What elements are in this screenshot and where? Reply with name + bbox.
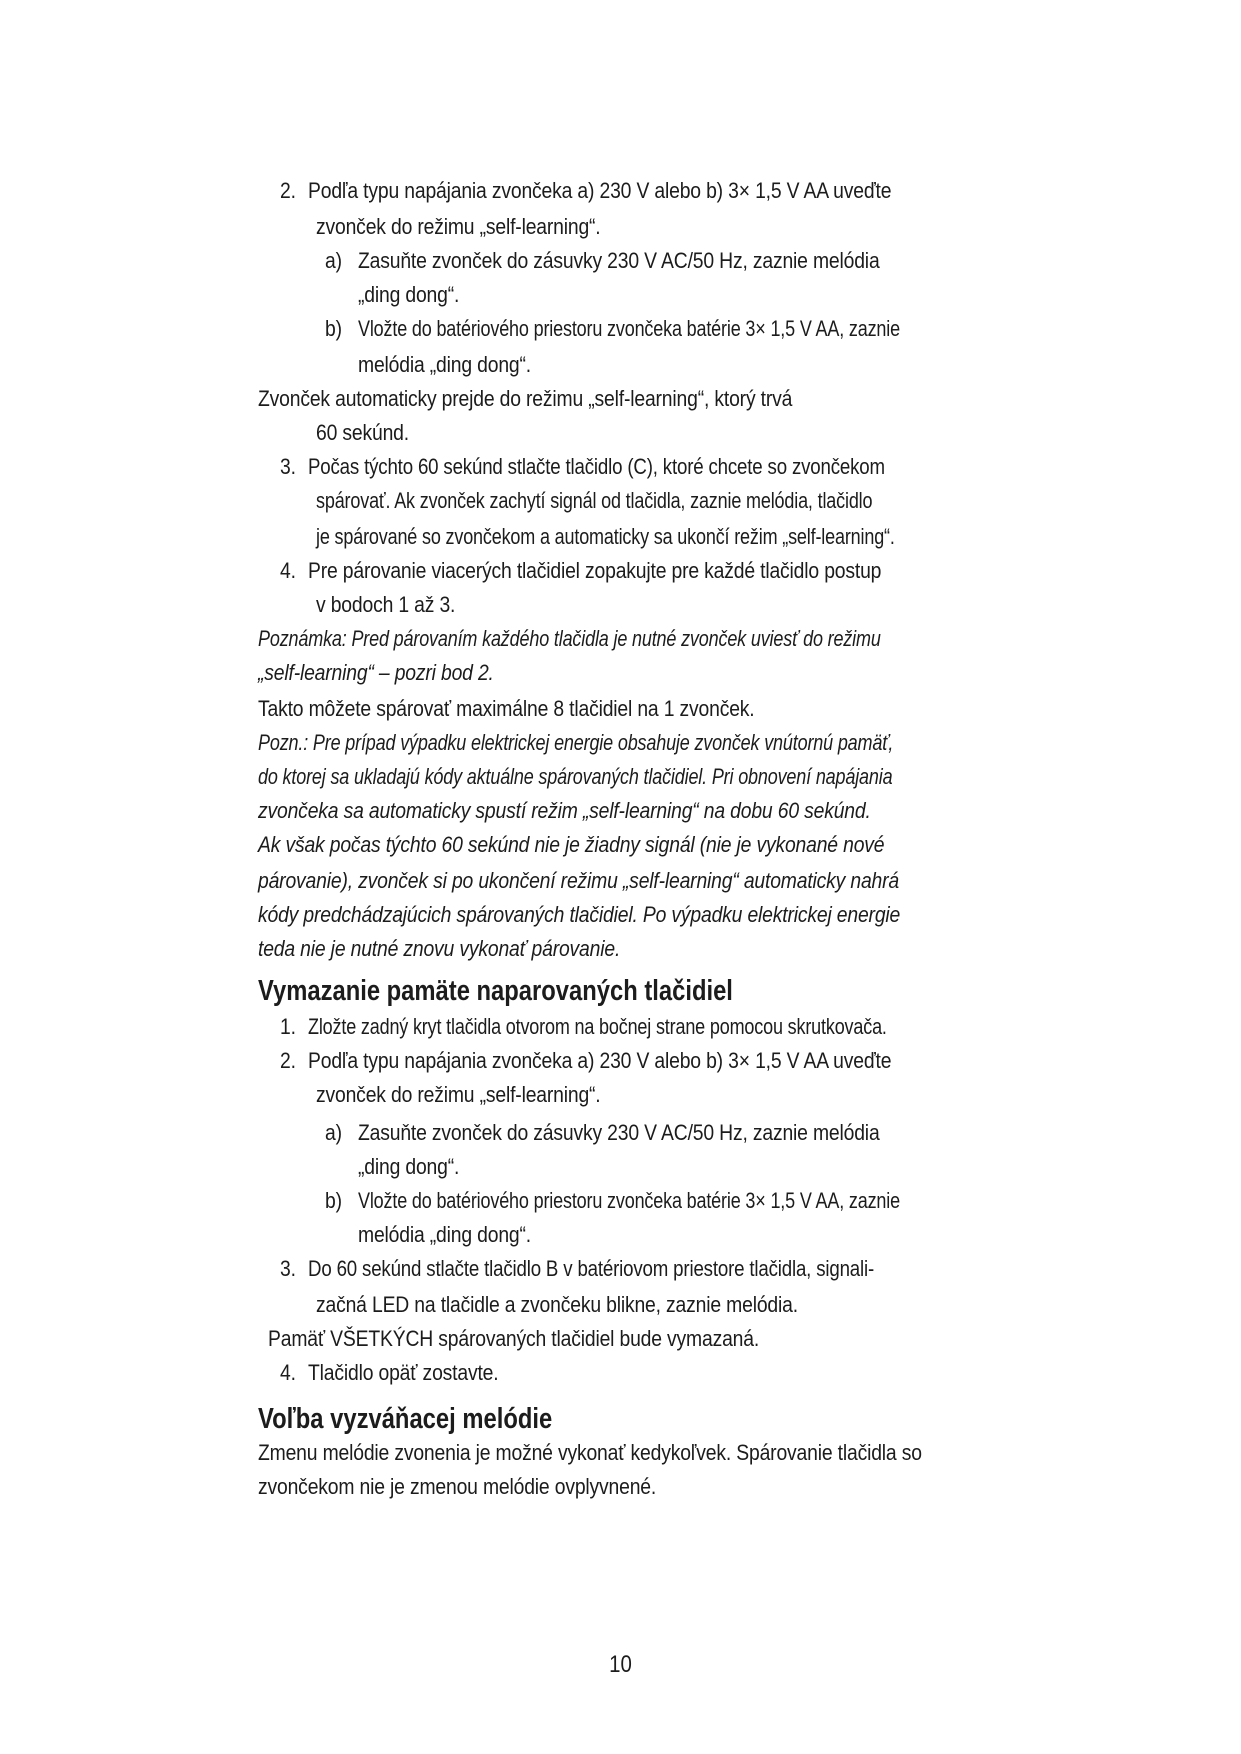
list-item-continued: zvonček do režimu „self-learning“.: [316, 214, 601, 239]
paragraph-continued: 60 sekúnd.: [316, 420, 409, 445]
sub-list-item-continued: „ding dong“.: [358, 1154, 460, 1179]
list-item: 4. Tlačidlo opäť zostavte.: [258, 1358, 978, 1402]
list-number: 2.: [280, 1048, 296, 1073]
section-heading: Vymazanie pamäte naparovaných tlačidiel: [258, 975, 733, 1007]
sub-list-item: b) Vložte do batériového priestoru zvončeka batérie 3× 1,5 V AA, zaznie: [258, 1186, 978, 1220]
sub-list-item: a) Zasuňte zvonček do zásuvky 230 V AC/50 Hz, zaznie melódia: [258, 246, 978, 280]
paragraph: Zvonček automaticky prejde do režimu „self-learning“, ktorý trvá: [258, 386, 793, 411]
list-item: [258, 176, 978, 212]
sub-list-label: a): [325, 1120, 342, 1145]
note-continued: „self-learning“ – pozri bod 2.: [258, 660, 494, 685]
sub-list-label: b): [325, 1188, 342, 1213]
sub-list-item-continued: „ding dong“.: [358, 282, 460, 307]
paragraph-continued: zvončekom nie je zmenou melódie ovplyvnené.: [258, 1474, 657, 1499]
note-continued: kódy predchádzajúcich spárovaných tlačidiel. Po výpadku elektrickej energie: [258, 902, 901, 927]
section-heading-row: [258, 1402, 978, 1438]
list-item: 4. Pre párovanie viacerých tlačidiel zopakujte pre každé tlačidlo postup: [258, 556, 978, 590]
section-heading: Voľba vyzváňacej melódie: [258, 1403, 553, 1435]
list-number: 3.: [280, 454, 296, 479]
list-number: 1.: [280, 1014, 296, 1039]
list-item-continued: spárovať. Ak zvonček zachytí signál od tlačidla, zaznie melódia, tlačidlo: [316, 488, 873, 513]
document-page: [258, 176, 978, 1506]
list-number: 3.: [280, 1256, 296, 1281]
section-heading-row: [258, 974, 978, 1012]
note-continued: teda nie je nutné znovu vykonať párovanie.: [258, 936, 621, 961]
list-text: Podľa typu napájania zvončeka a) 230 V alebo b) 3× 1,5 V AA uveďte: [308, 178, 892, 203]
sub-list-item: b) Vložte do batériového priestoru zvončeka batérie 3× 1,5 V AA, zaznie: [258, 314, 978, 350]
sub-list-label: b): [325, 316, 342, 341]
page-number: 10: [609, 1651, 632, 1678]
list-item: 2. Podľa typu napájania zvončeka a) 230 V alebo b) 3× 1,5 V AA uveďte: [258, 1046, 978, 1080]
note-continued: Ak však počas týchto 60 sekúnd nie je žiadny signál (nie je vykonané nové: [258, 832, 885, 857]
note-continued: párovanie), zvonček si po ukončení režimu „self-learning“ automaticky nahrá: [258, 868, 900, 893]
note: Pozn.: Pre prípad výpadku elektrickej energie obsahuje zvonček vnútornú pamäť,: [258, 730, 894, 755]
list-item: 1. Zložte zadný kryt tlačidla otvorom na bočnej strane pomocou skrutkovača.: [258, 1012, 978, 1046]
sub-list-label: a): [325, 248, 342, 273]
note: Poznámka: Pred párovaním každého tlačidla je nutné zvonček uviesť do režimu: [258, 626, 881, 651]
list-item: 3. Do 60 sekúnd stlačte tlačidlo B v batériovom priestore tlačidla, signali-: [258, 1254, 978, 1290]
list-item-continued: zvonček do režimu „self-learning“.: [316, 1082, 601, 1107]
paragraph: Zmenu melódie zvonenia je možné vykonať kedykoľvek. Spárovanie tlačidla so: [258, 1440, 922, 1465]
list-item-continued: je spárované so zvončekom a automaticky sa ukončí režim „self-learning“.: [316, 524, 895, 549]
paragraph: Pamäť VŠETKÝCH spárovaných tlačidiel bude vymazaná.: [268, 1326, 760, 1351]
sub-list-item-continued: melódia „ding dong“.: [358, 1222, 531, 1247]
sub-list-item: a) Zasuňte zvonček do zásuvky 230 V AC/50 Hz, zaznie melódia: [258, 1118, 978, 1152]
note-continued: do ktorej sa ukladajú kódy aktuálne spárovaných tlačidiel. Pri obnovení napájania: [258, 764, 893, 789]
list-item-continued: v bodoch 1 až 3.: [316, 592, 456, 617]
list-item: 3. Počas týchto 60 sekúnd stlačte tlačidlo (C), ktoré chcete so zvončekom: [258, 452, 978, 486]
list-number: 2.: [280, 178, 296, 203]
sub-list-item-continued: melódia „ding dong“.: [358, 352, 531, 377]
paragraph: Takto môžete spárovať maximálne 8 tlačidiel na 1 zvonček.: [258, 696, 755, 721]
note-continued: zvončeka sa automaticky spustí režim „self-learning“ na dobu 60 sekúnd.: [258, 798, 871, 823]
list-item-continued: začná LED na tlačidle a zvončeku blikne, zaznie melódia.: [316, 1292, 798, 1317]
list-number: 4.: [280, 1360, 296, 1385]
list-number: 4.: [280, 558, 296, 583]
